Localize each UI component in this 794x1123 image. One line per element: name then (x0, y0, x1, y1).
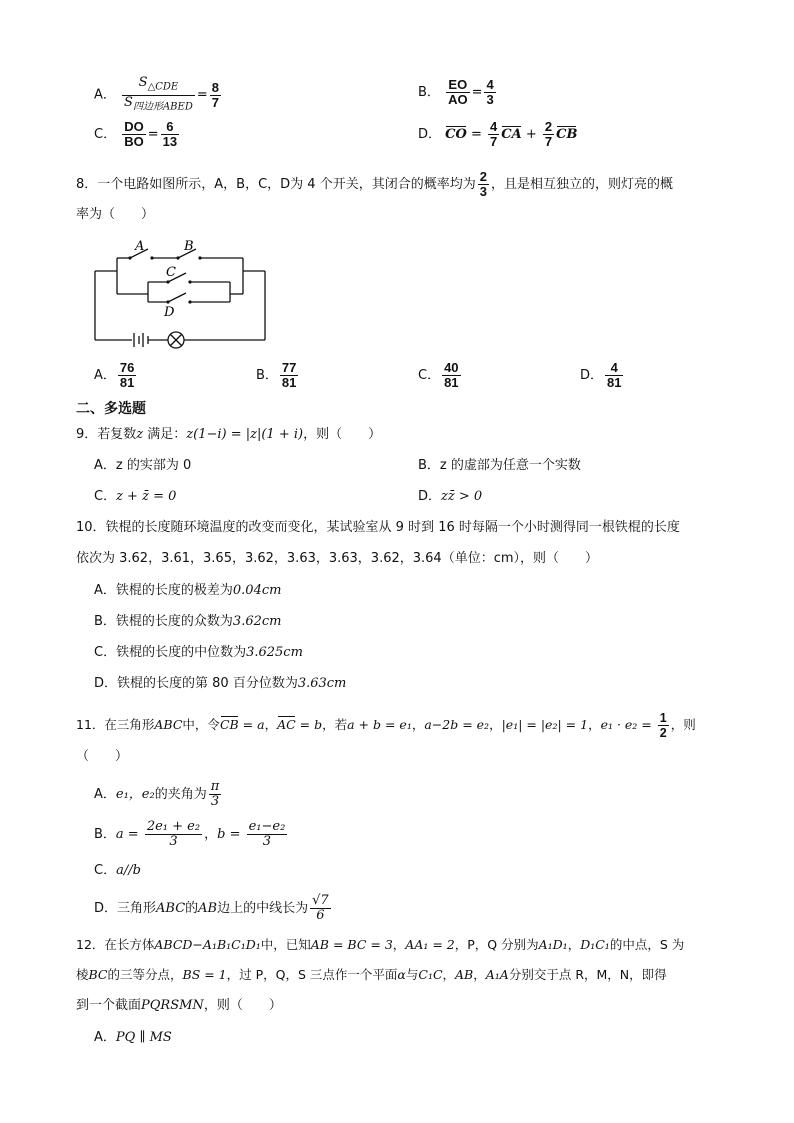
q11-text: ，则 (670, 717, 696, 732)
math-cond: e₁ · e₂ = (600, 717, 656, 732)
q10-option-a (94, 582, 281, 600)
circuit-diagram (90, 238, 270, 350)
q10-stem-line2: 依次为 3.62，3.61，3.65，3.62，3.63，3.63，3.62，3.64（单位：cm），则（ ） (76, 551, 599, 566)
q9-equation: z(1−i) = |z|(1 + i) (186, 427, 304, 442)
math-seg: D₁C₁ (580, 937, 610, 952)
frac-num-sub: △CDE (147, 81, 179, 93)
comma: ， (588, 717, 601, 732)
math-seg: A₁D₁ (538, 937, 568, 952)
option-label: D． (580, 368, 604, 383)
q12-text: 的中点，S 为 (609, 937, 685, 952)
q9-stem-text: ，则（ ） (303, 427, 382, 442)
fraction (442, 361, 460, 390)
switch-label-c: C (166, 265, 176, 280)
q8-stem-line1 (76, 170, 673, 199)
frac-den: 7 (490, 134, 498, 149)
frac-num: 2 (479, 169, 487, 184)
fraction (488, 120, 499, 149)
option-label: D． (418, 127, 442, 142)
vector: CB (556, 127, 578, 142)
q9-option-d (418, 488, 482, 506)
frac-num: 2 (544, 119, 553, 134)
q12-text: 的三等分点， (107, 967, 183, 982)
q7-option-d: D． CO = $\frac{4}{7}$ CA + $\frac{2}{7}$ CB (418, 119, 578, 149)
frac-den-sub: 四边形ABED (132, 101, 193, 113)
option-label: B． (418, 85, 440, 100)
vector: CO (445, 127, 467, 142)
option-math: PQ ∥ MS (115, 1030, 172, 1045)
option-math: z + z̄ = 0 (116, 489, 177, 504)
vector: CB (219, 717, 239, 732)
fraction (161, 120, 179, 149)
fraction (280, 361, 298, 390)
math-eq: AA₁ = 2 (405, 937, 455, 952)
fraction (658, 711, 669, 740)
q7-option-b: B． $\frac{EO}{AO}$ = $\frac{4}{3}$ (418, 77, 494, 107)
q7-option-a: A． $\frac{S_{\triangle CDE}}{S_{四边形ABED}}$ = $\frac{8}{7}$ (94, 75, 219, 113)
q8-stem-text: 8．一个电路如图所示，A，B，C，D为 4 个开关，其闭合的概率均为 (76, 177, 476, 192)
frac-den: 81 (607, 375, 622, 390)
frac-den: 81 (444, 375, 459, 390)
frac-num: 40 (444, 360, 459, 375)
q11-option-a (94, 780, 223, 809)
option-math: b = (217, 827, 245, 842)
frac-num: π (210, 779, 220, 794)
option-text: C．铁棍的长度的中位数为 (94, 645, 247, 660)
switch-label-a: A (135, 239, 145, 254)
q11-option-b (94, 820, 289, 849)
frac-den: S (124, 94, 133, 110)
option-value: 3.63cm (297, 676, 347, 691)
option-text: 的 (185, 901, 199, 916)
frac-den: AO (448, 92, 468, 107)
fraction (247, 820, 288, 849)
math-seg: AB (455, 967, 474, 982)
q12-stem-line2: 棱BC的三等分点，BS = 1，过 P，Q，S 三点作一个平面α与C₁C，AB，A₁A分别交于点 R，M，N，即得 (76, 967, 667, 982)
math-cond: a−2b = e₂ (424, 717, 490, 732)
q10-option-d (94, 675, 346, 693)
math-alpha: α (397, 967, 406, 982)
frac-den: 7 (544, 134, 553, 149)
q12-text: 中，已知 (260, 937, 311, 952)
fraction (122, 120, 146, 149)
q11-option-c (94, 862, 141, 880)
q12-text: ，则（ ） (203, 998, 282, 1013)
q8-option-c (418, 361, 463, 390)
fraction (605, 361, 623, 390)
option-label: C． (94, 127, 117, 142)
option-math: AB (198, 901, 218, 916)
option-math: zz̄ > 0 (441, 489, 483, 504)
q12-stem-line1: 12．在长方体ABCD−A₁B₁C₁D₁中，已知AB = BC = 3，AA₁ = 2，P，Q 分别为A₁D₁，D₁C₁的中点，S 为 (76, 937, 685, 952)
option-math: a//b (116, 863, 141, 878)
comma: ， (204, 827, 218, 842)
q12-text: 分别交于点 R，M，N，即得 (508, 967, 667, 982)
option-math: a = (115, 827, 143, 842)
q8-option-a (94, 361, 138, 390)
math-seg: C₁C (418, 967, 443, 982)
q12-stem-line3 (76, 997, 282, 1015)
q12-text: ，过 P，Q，S 三点作一个平面 (226, 967, 398, 982)
q10-stem-line1: 10．铁棍的长度随环境温度的改变而变化，某试验室从 9 时到 16 时每隔一个小时测得同一根铁棍的长度 (76, 520, 680, 535)
frac-num: 4 (486, 77, 494, 92)
q10-option-b (94, 613, 281, 631)
frac-num: √7 (312, 893, 329, 908)
frac-den: 2 (659, 726, 667, 740)
option-math: ABC (156, 901, 186, 916)
q11-option-d (94, 894, 333, 923)
option-label: A． (94, 87, 116, 103)
plus-sign: + (525, 127, 537, 142)
fraction (543, 120, 554, 149)
frac-den: 3 (210, 794, 220, 809)
frac-den: 81 (119, 375, 135, 390)
option-label: D． (418, 489, 442, 504)
option-text: D．铁棍的长度的第 80 百分位数为 (94, 676, 298, 691)
math-eq: = a (238, 717, 265, 732)
q12-text: 到一个截面 (76, 998, 142, 1013)
q9-option-c (94, 488, 176, 506)
fraction (145, 820, 202, 849)
math-seg: BC (88, 967, 108, 982)
option-text: D．三角形 (94, 901, 157, 916)
math-abc: ABC (154, 717, 183, 732)
comma: ， (411, 717, 425, 732)
frac-num: 6 (161, 120, 179, 135)
option-label: C． (418, 368, 441, 383)
option-label: B． (94, 827, 116, 842)
math-seg: A₁A (485, 967, 509, 982)
frac-num: 76 (119, 360, 135, 375)
option-label: A． (94, 1030, 116, 1045)
section-title: 二、多选题 (76, 401, 146, 417)
math-eq: AB = BC = 3 (310, 937, 393, 952)
frac-num: 4 (605, 361, 623, 376)
math-cond: a + b = e₁ (347, 717, 412, 732)
q9-option-b: B．z 的虚部为任意一个实数 (418, 458, 581, 473)
q8-stem-text: ，且是相互独立的，则灯亮的概 (490, 177, 673, 192)
frac-num: 1 (659, 711, 667, 725)
option-label: C． (94, 489, 117, 504)
q11-text: 中，令 (182, 717, 220, 732)
q9-stem-text: 满足： (143, 427, 187, 442)
frac-den: 13 (162, 134, 178, 149)
q11-stem-line1 (76, 711, 696, 740)
vector: AC (277, 717, 296, 732)
math-solid: ABCD−A₁B₁C₁D₁ (154, 937, 261, 952)
fraction (478, 170, 489, 199)
option-text: B．铁棍的长度的众数为 (94, 614, 233, 629)
frac-num: DO (124, 119, 144, 134)
frac-num: 2e₁ + e₂ (146, 819, 201, 834)
math-z: z (136, 427, 144, 442)
q8-stem-line2: 率为（ ） (76, 207, 155, 222)
option-label: C． (94, 863, 117, 878)
frac-num: e₁−e₂ (248, 819, 286, 834)
vector: CA (501, 127, 522, 142)
comma: ， (489, 717, 502, 732)
frac-den: 7 (211, 94, 219, 110)
comma: ， (264, 717, 278, 732)
fraction (122, 76, 195, 114)
q8-option-b (256, 361, 300, 390)
q12-text: 棱 (76, 967, 89, 982)
q9-stem-text: 9．若复数 (76, 427, 137, 442)
math-eq: BS = 1 (182, 967, 227, 982)
frac-num: 4 (490, 119, 498, 134)
option-math: e₁，e₂ (115, 787, 155, 802)
q12-text: ，P，Q 分别为 (454, 937, 539, 952)
q11-text: 11．在三角形 (76, 717, 155, 732)
frac-num: EO (446, 78, 470, 93)
q9-option-a: A．z 的实部为 0 (94, 458, 192, 473)
option-value: 0.04cm (232, 583, 282, 598)
q11-stem-line2: （ ） (76, 749, 129, 764)
option-value: 3.62cm (232, 614, 282, 629)
q12-option-a (94, 1029, 172, 1047)
math-eq: = b (295, 717, 323, 732)
q8-option-d (580, 361, 625, 390)
option-label: B． (256, 368, 278, 383)
switch-label-d: D (164, 305, 175, 320)
frac-den: BO (124, 134, 144, 149)
option-label: A． (94, 787, 116, 802)
q10-option-c (94, 644, 303, 662)
option-text: 的夹角为 (154, 787, 207, 802)
q7-option-c: C． $\frac{DO}{BO}$ = $\frac{6}{13}$ (94, 119, 178, 149)
fraction (209, 780, 222, 809)
frac-den: 3 (262, 834, 272, 849)
option-text: A．铁棍的长度的极差为 (94, 583, 233, 598)
frac-num: 77 (281, 360, 297, 375)
fraction (446, 78, 470, 107)
q9-stem (76, 426, 381, 444)
fraction (484, 78, 495, 107)
q11-text: ，若 (322, 717, 348, 732)
frac-den: 3 (169, 834, 178, 849)
frac-num: 8 (211, 79, 219, 95)
q12-text: 12．在长方体 (76, 937, 155, 952)
switch-label-b: B (184, 239, 194, 254)
q12-text: 与 (405, 967, 419, 982)
math-section: PQRSMN (141, 998, 204, 1013)
option-value: 3.625cm (246, 645, 303, 660)
frac-den: 6 (316, 908, 325, 923)
frac-num: S (138, 75, 148, 90)
fraction (118, 361, 136, 390)
fraction (210, 81, 221, 110)
frac-den: 3 (486, 92, 494, 107)
fraction (310, 894, 331, 923)
frac-den: 81 (281, 375, 297, 390)
option-text: 边上的中线长为 (217, 901, 309, 916)
option-label: A． (94, 368, 116, 383)
frac-den: 3 (479, 184, 487, 199)
math-cond: |e₁| = |e₂| = 1 (501, 717, 589, 732)
